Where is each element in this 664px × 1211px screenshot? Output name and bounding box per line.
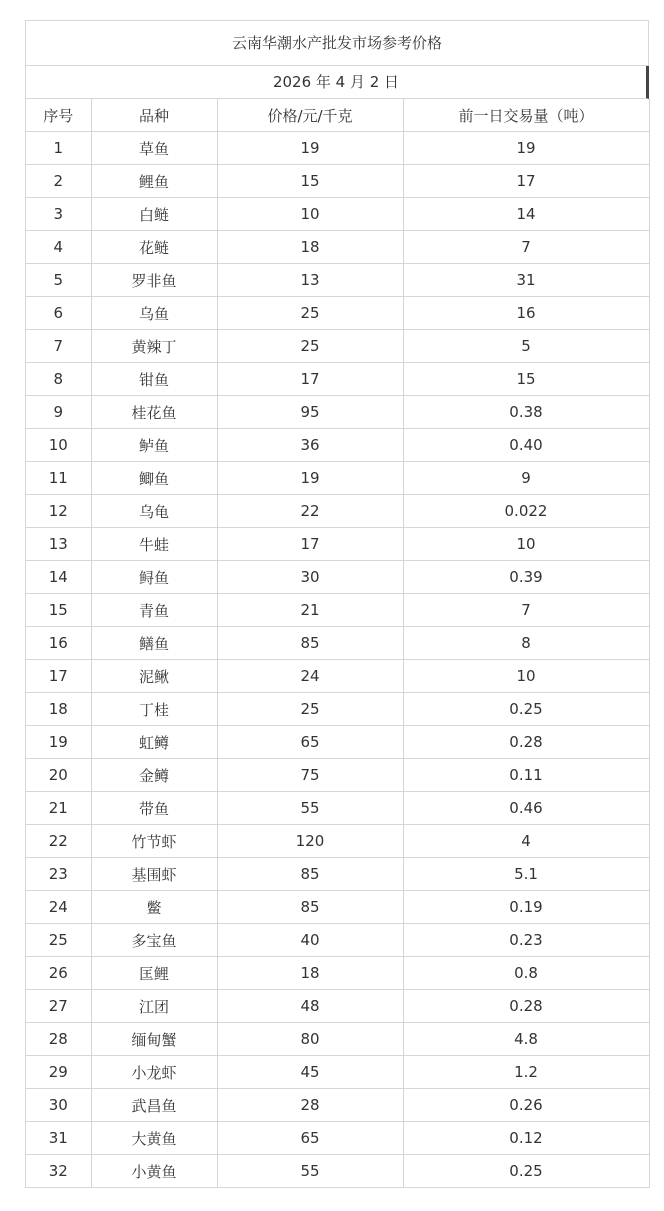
row-price: 24 [217,660,403,693]
row-variety: 钳鱼 [91,363,217,396]
row-variety: 草鱼 [91,132,217,165]
row-index: 26 [26,957,91,990]
row-price: 18 [217,231,403,264]
table-row [26,429,649,462]
row-volume: 0.11 [403,759,649,792]
row-price: 120 [217,825,403,858]
row-volume: 19 [403,132,649,165]
row-price: 19 [217,462,403,495]
row-variety: 基围虾 [91,858,217,891]
row-variety: 乌龟 [91,495,217,528]
row-price: 55 [217,1155,403,1188]
row-index: 29 [26,1056,91,1089]
table-row [26,990,649,1023]
row-volume: 0.12 [403,1122,649,1155]
row-variety: 牛蛙 [91,528,217,561]
table-row [26,396,649,429]
row-index: 8 [26,363,91,396]
row-volume: 5 [403,330,649,363]
row-price: 36 [217,429,403,462]
table-row [26,264,649,297]
table-row [26,495,649,528]
row-variety: 白鲢 [91,198,217,231]
row-volume: 0.19 [403,891,649,924]
row-variety: 鲈鱼 [91,429,217,462]
row-volume: 0.8 [403,957,649,990]
table-row [26,132,649,165]
table-row [26,957,649,990]
row-index: 7 [26,330,91,363]
row-volume: 15 [403,363,649,396]
table-row [26,924,649,957]
table-row [26,825,649,858]
row-volume: 8 [403,627,649,660]
row-index: 25 [26,924,91,957]
row-variety: 多宝鱼 [91,924,217,957]
row-volume: 31 [403,264,649,297]
row-volume: 7 [403,594,649,627]
row-index: 3 [26,198,91,231]
row-variety: 小龙虾 [91,1056,217,1089]
row-volume: 17 [403,165,649,198]
table-row [26,561,649,594]
row-index: 32 [26,1155,91,1188]
row-variety: 鲤鱼 [91,165,217,198]
row-variety: 青鱼 [91,594,217,627]
row-variety: 竹节虾 [91,825,217,858]
row-index: 22 [26,825,91,858]
row-variety: 匡鲤 [91,957,217,990]
row-index: 30 [26,1089,91,1122]
row-price: 65 [217,726,403,759]
row-volume: 4.8 [403,1023,649,1056]
table-row [26,594,649,627]
header-price: 价格/元/千克 [217,99,403,132]
table-row [26,1089,649,1122]
row-price: 28 [217,1089,403,1122]
row-index: 18 [26,693,91,726]
row-index: 6 [26,297,91,330]
row-variety: 乌鱼 [91,297,217,330]
table-row [26,1122,649,1155]
row-index: 21 [26,792,91,825]
row-price: 65 [217,1122,403,1155]
row-volume: 0.28 [403,726,649,759]
table-row [26,627,649,660]
row-volume: 0.46 [403,792,649,825]
row-volume: 10 [403,528,649,561]
row-variety: 鳝鱼 [91,627,217,660]
row-volume: 5.1 [403,858,649,891]
row-volume: 14 [403,198,649,231]
table-row [26,363,649,396]
row-variety: 泥鳅 [91,660,217,693]
row-variety: 武昌鱼 [91,1089,217,1122]
row-index: 24 [26,891,91,924]
header-variety: 品种 [91,99,217,132]
row-price: 75 [217,759,403,792]
row-volume: 0.022 [403,495,649,528]
row-index: 13 [26,528,91,561]
row-index: 5 [26,264,91,297]
row-variety: 虹鳟 [91,726,217,759]
row-price: 25 [217,693,403,726]
table-date: 2026 年 4 月 2 日 [26,66,649,99]
row-price: 19 [217,132,403,165]
row-variety: 罗非鱼 [91,264,217,297]
row-price: 13 [217,264,403,297]
row-volume: 4 [403,825,649,858]
table-row [26,231,649,264]
row-variety: 带鱼 [91,792,217,825]
header-row [26,99,649,132]
row-price: 17 [217,363,403,396]
header-index: 序号 [26,99,91,132]
table-row [26,693,649,726]
row-volume: 0.38 [403,396,649,429]
table-row [26,759,649,792]
row-price: 40 [217,924,403,957]
row-price: 18 [217,957,403,990]
table-row [26,330,649,363]
row-index: 2 [26,165,91,198]
row-volume: 7 [403,231,649,264]
row-variety: 鲫鱼 [91,462,217,495]
row-index: 17 [26,660,91,693]
row-index: 4 [26,231,91,264]
row-volume: 10 [403,660,649,693]
table-body [26,132,649,1188]
row-price: 22 [217,495,403,528]
row-index: 14 [26,561,91,594]
row-variety: 丁桂 [91,693,217,726]
table-row [26,165,649,198]
row-index: 23 [26,858,91,891]
row-index: 16 [26,627,91,660]
row-price: 85 [217,891,403,924]
row-price: 85 [217,627,403,660]
row-index: 11 [26,462,91,495]
row-volume: 0.25 [403,693,649,726]
table-row [26,792,649,825]
table-row [26,858,649,891]
table-row [26,726,649,759]
price-table [26,99,650,1188]
price-sheet [25,20,649,1188]
row-variety: 桂花鱼 [91,396,217,429]
row-variety: 小黄鱼 [91,1155,217,1188]
row-price: 95 [217,396,403,429]
row-variety: 花鲢 [91,231,217,264]
row-price: 85 [217,858,403,891]
table-row [26,1056,649,1089]
row-price: 55 [217,792,403,825]
table-row [26,297,649,330]
table-row [26,528,649,561]
table-row [26,891,649,924]
row-volume: 16 [403,297,649,330]
row-index: 28 [26,1023,91,1056]
row-index: 9 [26,396,91,429]
table-row [26,1155,649,1188]
row-price: 45 [217,1056,403,1089]
row-volume: 0.40 [403,429,649,462]
row-price: 48 [217,990,403,1023]
row-index: 27 [26,990,91,1023]
table-title: 云南华潮水产批发市场参考价格 [26,21,649,66]
row-variety: 鳖 [91,891,217,924]
table-row [26,462,649,495]
table-row [26,660,649,693]
row-variety: 江团 [91,990,217,1023]
row-price: 21 [217,594,403,627]
row-index: 31 [26,1122,91,1155]
row-volume: 0.26 [403,1089,649,1122]
table-row [26,198,649,231]
row-volume: 0.23 [403,924,649,957]
row-volume: 0.28 [403,990,649,1023]
row-price: 10 [217,198,403,231]
row-price: 25 [217,330,403,363]
row-volume: 0.25 [403,1155,649,1188]
row-index: 19 [26,726,91,759]
row-index: 10 [26,429,91,462]
row-variety: 大黄鱼 [91,1122,217,1155]
row-price: 15 [217,165,403,198]
header-volume: 前一日交易量（吨） [403,99,649,132]
row-index: 1 [26,132,91,165]
row-variety: 金鳟 [91,759,217,792]
row-variety: 缅甸蟹 [91,1023,217,1056]
row-volume: 1.2 [403,1056,649,1089]
row-volume: 9 [403,462,649,495]
row-index: 12 [26,495,91,528]
row-price: 25 [217,297,403,330]
row-variety: 鲟鱼 [91,561,217,594]
row-volume: 0.39 [403,561,649,594]
row-index: 20 [26,759,91,792]
row-index: 15 [26,594,91,627]
table-row [26,1023,649,1056]
row-variety: 黄辣丁 [91,330,217,363]
row-price: 30 [217,561,403,594]
row-price: 80 [217,1023,403,1056]
row-price: 17 [217,528,403,561]
